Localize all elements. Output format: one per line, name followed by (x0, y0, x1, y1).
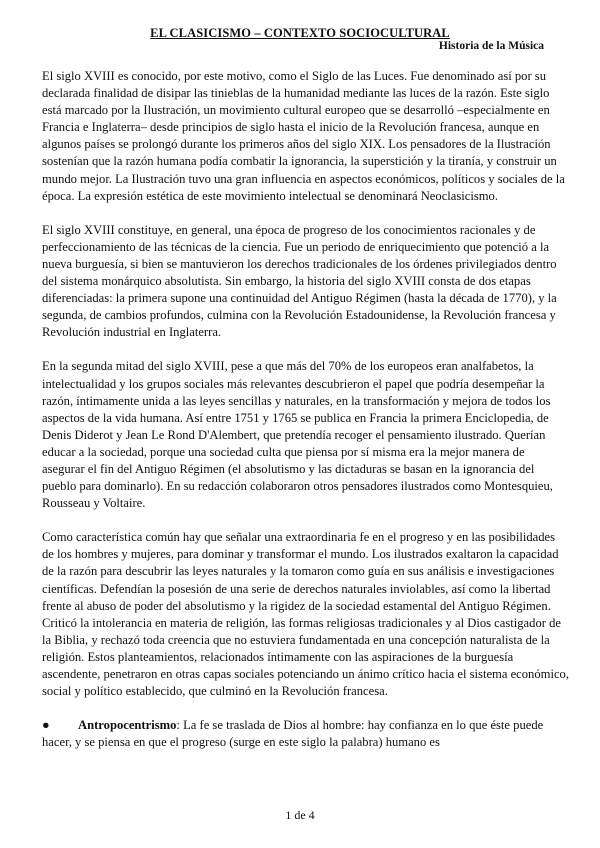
bullet-text: : La fe se traslada de Dios al hombre: hay confianza en lo que éste puede hacer, y se piensa en que el progreso (surge en este siglo la palabra) humano es (42, 718, 544, 750)
paragraph-enciclopedia: En la segunda mitad del siglo XVIII, pese a que más del 70% de los europeos eran analfabetos, la intelectualidad y los grupos sociales más relevantes descubrieron el papel que podría desempeñar la razón, íntimamente unida a las leyes sencillas y naturales, en la transformación y mejora de todos los aspectos de la vida humana. Así entre 1751 y 1765 se publica en Francia la primera Enciclopedia, de Denis Diderot y Jean Le Rond D'Alembert, que pretendía recoger el pensamiento ilustrado. Querían educar a la sociedad, porque una sociedad culta que piensa por sí misma era la mejor manera de asegurar el fin del Antiguo Régimen (el absolutismo y las dictaduras se basan en la ignorancia del pueblo para dominarlo). En su redacción colaboraron otros pensadores ilustrados como Montesquieu, Rousseau y Voltaire. (42, 359, 553, 511)
paragraph-siglo-luces: El siglo XVIII es conocido, por este motivo, como el Siglo de las Luces. Fue denominado así por su declarada finalidad de disipar las tinieblas de la humanidad mediante las luces de la razón. Este siglo está marcado por la Ilustración, un movimiento cultural europeo que se desarrolló –especialmente en Francia e Inglaterra– desde principios de siglo hasta el inicio de la Revolución francesa, aunque en algunos países se prolongó durante los primeros años del siglo XIX. Los pensadores de la Ilustración sostenían que la razón humana podía combatir la ignorancia, la superstición y la tiranía, y construir un mundo mejor. La Ilustración tuvo una gran influencia en aspectos económicos, políticos y sociales de la época. La expresión estética de este movimiento intelectual se denominará Neoclasicismo. (42, 69, 565, 203)
bullet-term: Antropocentrismo (78, 718, 177, 733)
bullet-dot-icon: ● (42, 718, 50, 733)
course-subtitle: Historia de la Música (438, 40, 544, 52)
page-number: 1 de 4 (285, 808, 315, 822)
bullet-antropocentrismo (42, 717, 570, 751)
document-title: EL CLASICISMO – CONTEXTO SOCIOCULTURAL (150, 26, 450, 40)
document-body (42, 68, 570, 768)
paragraph-progreso: El siglo XVIII constituye, en general, una época de progreso de los conocimientos racionales y de perfeccionamiento de las técnicas de la ciencia. Fue un periodo de enriquecimiento que potenció a la nueva burguesía, si bien se mantuvieron los derechos tradicionales de los órdenes privilegiados dentro del sistema monárquico absolutista. Sin embargo, la historia del siglo XVIII consta de dos etapas diferenciadas: la primera supone una continuidad del Antiguo Régimen (hasta la década de 1770), y la segunda, de cambios profundos, culmina con la Revolución Estadounidense, la Revolución francesa y Revolución industrial en Inglaterra. (42, 222, 557, 340)
paragraph-caracteristicas: Como característica común hay que señalar una extraordinaria fe en el progreso y en las posibilidades de los hombres y mujeres, para dominar y transformar el mundo. Los ilustrados exaltaron la capacidad de la razón para descubrir las leyes naturales y la tomaron como guía en sus análisis e investigaciones científicas. Defendían la posesión de una serie de derechos naturales inviolables, así como la libertad frente al abuso de poder del absolutismo y la rigidez de la sociedad estamental del Antiguo Régimen. Criticó la intolerancia en materia de religión, las formas religiosas tradicionales y al Dios castigador de la Biblia, y rechazó toda creencia que no estuviera fundamentada en una concepción naturalista de la religión. Estos planteamientos, relacionados íntimamente con las aspiraciones de la burguesía ascendente, penetraron en otras capas sociales potenciando un ánimo crítico hacia el sistema económico, social y político establecido, que culminó en la Revolución francesa. (42, 530, 569, 699)
